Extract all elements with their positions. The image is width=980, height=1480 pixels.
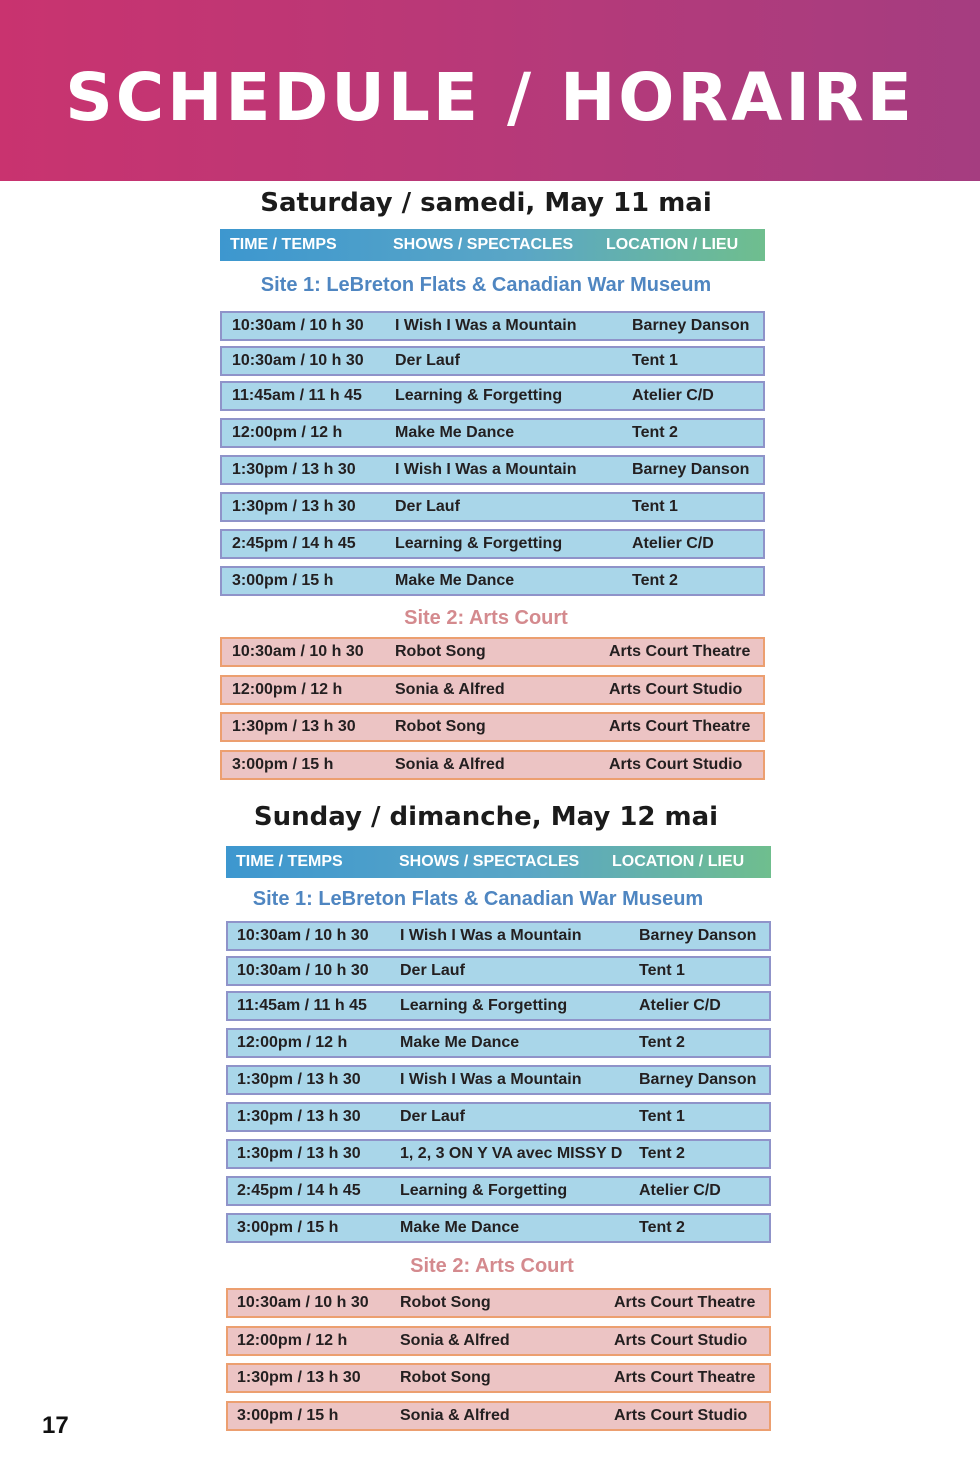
row-show: Make Me Dance <box>395 424 515 441</box>
row-time: 1:30pm / 13 h 30 <box>232 498 356 515</box>
row-show: Der Lauf <box>395 498 460 515</box>
row-show: 1, 2, 3 ON Y VA avec MISSY D <box>400 1145 623 1162</box>
table-row <box>220 381 765 411</box>
row-location: Barney Danson <box>639 1071 757 1088</box>
row-time: 10:30am / 10 h 30 <box>232 317 364 334</box>
row-location: Tent 2 <box>632 424 678 441</box>
row-time: 12:00pm / 12 h <box>232 681 343 698</box>
table-row <box>226 1326 771 1356</box>
row-time: 11:45am / 11 h 45 <box>237 997 367 1014</box>
table-row <box>220 311 765 341</box>
row-time: 1:30pm / 13 h 30 <box>237 1071 361 1088</box>
row-show: Robot Song <box>400 1294 491 1311</box>
table-row <box>220 455 765 485</box>
row-time: 3:00pm / 15 h <box>232 572 334 589</box>
row-show: Sonia & Alfred <box>395 756 505 773</box>
row-show: Der Lauf <box>400 1108 465 1125</box>
row-location: Tent 1 <box>632 498 678 515</box>
row-time: 3:00pm / 15 h <box>232 756 334 773</box>
row-time: 3:00pm / 15 h <box>237 1219 339 1236</box>
row-time: 10:30am / 10 h 30 <box>237 927 369 944</box>
row-location: Arts Court Studio <box>609 681 743 698</box>
row-show: Learning & Forgetting <box>395 387 563 404</box>
row-location: Arts Court Theatre <box>609 718 751 735</box>
row-show: Make Me Dance <box>395 572 515 589</box>
row-time: 12:00pm / 12 h <box>237 1034 348 1051</box>
row-time: 1:30pm / 13 h 30 <box>232 461 356 478</box>
saturday-site1-heading: Site 1: LeBreton Flats & Canadian War Museum <box>260 274 712 296</box>
row-location: Arts Court Studio <box>614 1407 748 1424</box>
table-row <box>220 712 765 742</box>
table-row <box>226 1028 771 1058</box>
row-time: 1:30pm / 13 h 30 <box>237 1145 361 1162</box>
sunday-title: Sunday / dimanche, May 12 mai <box>253 802 719 832</box>
row-location: Atelier C/D <box>639 997 721 1014</box>
table-row <box>220 675 765 705</box>
table-row <box>220 492 765 522</box>
row-time: 2:45pm / 14 h 45 <box>237 1182 361 1199</box>
row-location: Tent 1 <box>639 1108 685 1125</box>
row-location: Atelier C/D <box>632 387 714 404</box>
row-time: 2:45pm / 14 h 45 <box>232 535 356 552</box>
table-row <box>226 1288 771 1318</box>
row-location: Tent 1 <box>632 352 678 369</box>
row-time: 3:00pm / 15 h <box>237 1407 339 1424</box>
row-time: 10:30am / 10 h 30 <box>237 962 369 979</box>
table-row <box>220 750 765 780</box>
table-row <box>226 1139 771 1169</box>
title-banner <box>0 0 980 181</box>
row-show: Robot Song <box>395 718 486 735</box>
row-location: Tent 2 <box>639 1145 685 1162</box>
header-location: LOCATION / LIEU <box>606 236 739 253</box>
sunday-site2-heading: Site 2: Arts Court <box>410 1255 574 1277</box>
row-show: Der Lauf <box>400 962 465 979</box>
table-row <box>226 1176 771 1206</box>
row-show: I Wish I Was a Mountain <box>400 927 582 944</box>
row-show: Make Me Dance <box>400 1219 520 1236</box>
page-title: SCHEDULE / HORAIRE <box>65 59 915 136</box>
row-show: I Wish I Was a Mountain <box>395 317 577 334</box>
table-row <box>226 1363 771 1393</box>
header-location: LOCATION / LIEU <box>612 853 745 870</box>
table-row <box>226 956 771 986</box>
header-time: TIME / TEMPS <box>230 236 337 253</box>
saturday-column-header <box>220 229 765 261</box>
page-number: 17 <box>42 1412 69 1439</box>
row-location: Tent 2 <box>639 1219 685 1236</box>
row-show: Learning & Forgetting <box>395 535 563 552</box>
row-show: Robot Song <box>395 643 486 660</box>
row-location: Atelier C/D <box>632 535 714 552</box>
saturday-site2-heading: Site 2: Arts Court <box>404 607 568 629</box>
row-location: Atelier C/D <box>639 1182 721 1199</box>
row-location: Barney Danson <box>632 317 750 334</box>
table-row <box>220 637 765 667</box>
header-shows: SHOWS / SPECTACLES <box>399 853 580 870</box>
row-time: 12:00pm / 12 h <box>232 424 343 441</box>
row-location: Arts Court Theatre <box>614 1369 756 1386</box>
row-time: 10:30am / 10 h 30 <box>232 643 364 660</box>
header-shows: SHOWS / SPECTACLES <box>393 236 574 253</box>
table-row <box>220 418 765 448</box>
sunday-site1-heading: Site 1: LeBreton Flats & Canadian War Museum <box>252 888 704 910</box>
table-row <box>220 566 765 596</box>
row-show: I Wish I Was a Mountain <box>395 461 577 478</box>
row-show: Sonia & Alfred <box>395 681 505 698</box>
row-location: Barney Danson <box>639 927 757 944</box>
table-row <box>220 529 765 559</box>
row-time: 1:30pm / 13 h 30 <box>237 1108 361 1125</box>
row-show: Der Lauf <box>395 352 460 369</box>
table-row <box>226 1065 771 1095</box>
row-location: Arts Court Studio <box>614 1332 748 1349</box>
row-time: 1:30pm / 13 h 30 <box>237 1369 361 1386</box>
row-show: Sonia & Alfred <box>400 1332 510 1349</box>
row-location: Arts Court Studio <box>609 756 743 773</box>
row-show: Make Me Dance <box>400 1034 520 1051</box>
table-row <box>226 1213 771 1243</box>
row-time: 1:30pm / 13 h 30 <box>232 718 356 735</box>
table-row <box>220 346 765 376</box>
row-show: I Wish I Was a Mountain <box>400 1071 582 1088</box>
row-location: Tent 2 <box>639 1034 685 1051</box>
row-show: Robot Song <box>400 1369 491 1386</box>
saturday-title: Saturday / samedi, May 11 mai <box>260 188 712 218</box>
row-location: Arts Court Theatre <box>614 1294 756 1311</box>
table-row <box>226 991 771 1021</box>
row-time: 10:30am / 10 h 30 <box>232 352 364 369</box>
table-row <box>226 1102 771 1132</box>
row-location: Tent 2 <box>632 572 678 589</box>
row-location: Tent 1 <box>639 962 685 979</box>
row-location: Arts Court Theatre <box>609 643 751 660</box>
row-time: 11:45am / 11 h 45 <box>232 387 362 404</box>
table-row <box>226 921 771 951</box>
row-show: Learning & Forgetting <box>400 997 568 1014</box>
row-show: Learning & Forgetting <box>400 1182 568 1199</box>
header-time: TIME / TEMPS <box>236 853 343 870</box>
row-show: Sonia & Alfred <box>400 1407 510 1424</box>
row-location: Barney Danson <box>632 461 750 478</box>
row-time: 12:00pm / 12 h <box>237 1332 348 1349</box>
row-time: 10:30am / 10 h 30 <box>237 1294 369 1311</box>
sunday-column-header <box>226 846 771 878</box>
table-row <box>226 1401 771 1431</box>
